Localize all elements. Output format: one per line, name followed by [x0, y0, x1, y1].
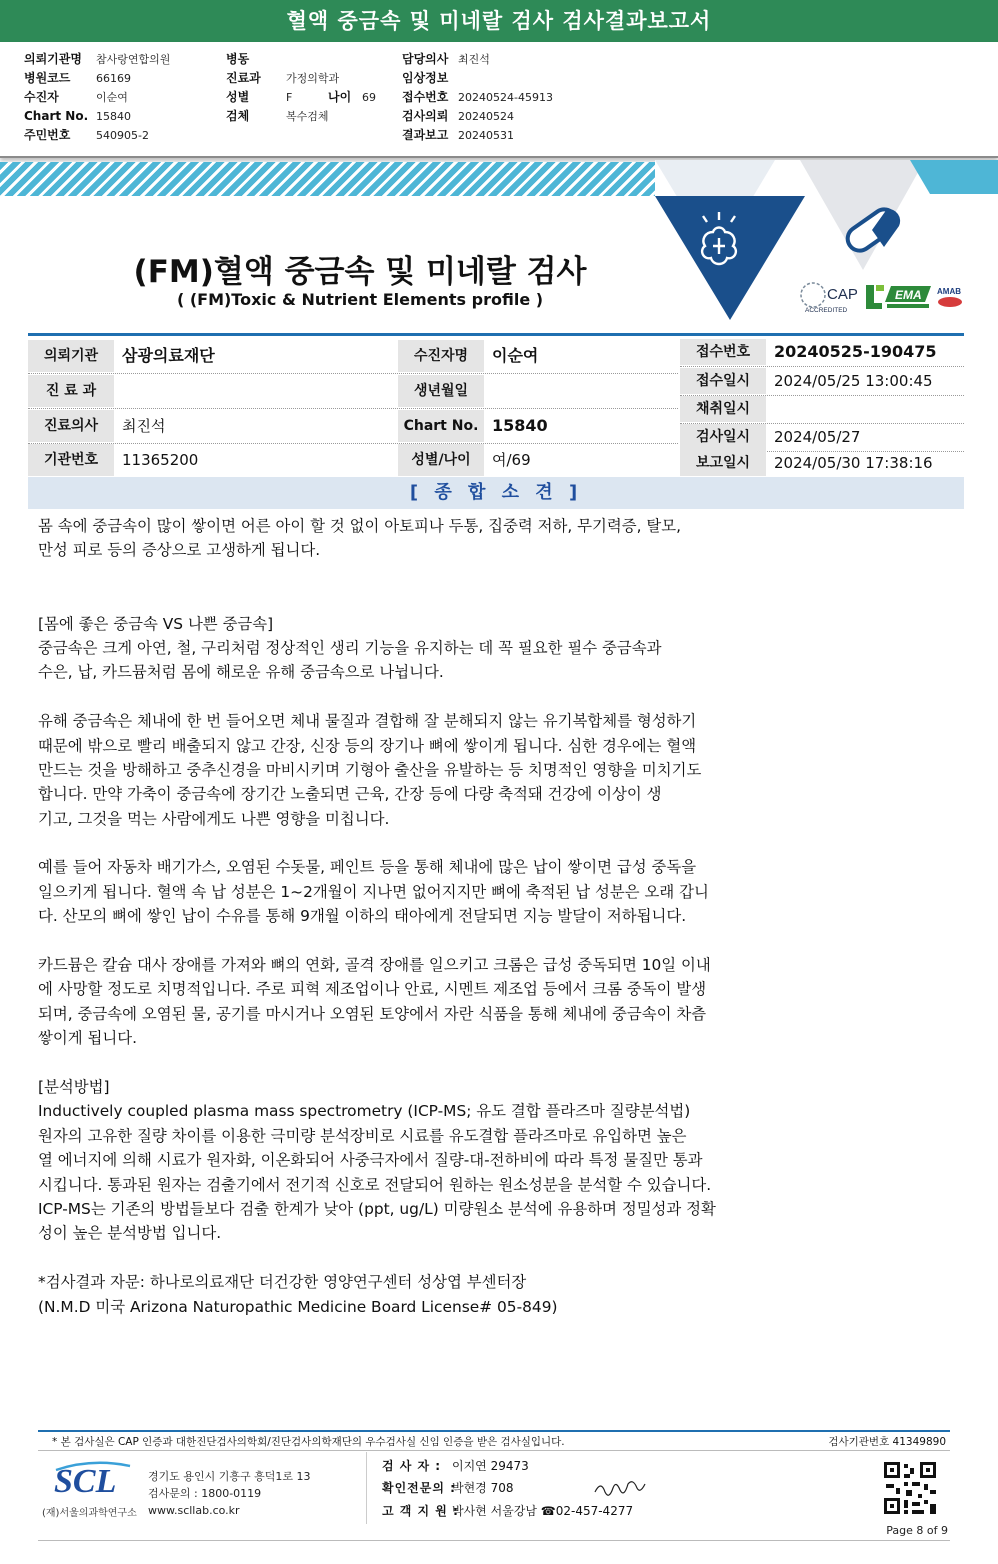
summary-line: 되며, 중금속에 오염된 물, 공기를 마시거나 오염된 토양에서 자란 식품을 통해 체내에 중금속이 차츰	[38, 1004, 707, 1023]
blank-line	[38, 563, 778, 587]
page-number: Page 8 of 9	[886, 1524, 948, 1537]
summary-line: [분석방법]	[38, 1077, 110, 1096]
blank-line	[38, 685, 778, 709]
footer-divider	[38, 1450, 950, 1451]
report-subtitle: ( (FM)Toxic & Nutrient Elements profile )	[176, 290, 544, 309]
info-label: 임상정보	[402, 71, 449, 85]
info-row	[24, 50, 170, 69]
summary-line: 합니다. 만약 가축이 중금속에 장기간 노출되면 근육, 간장 등에 다량 축적돼 건강에 이상이 생	[38, 785, 662, 804]
info-label: 수진자	[24, 90, 59, 104]
scl-institute-name: (재)서울의과학연구소	[42, 1508, 137, 1519]
info-label: 주민번호	[24, 128, 71, 142]
qr-code-icon	[882, 1460, 938, 1516]
info-row	[24, 69, 170, 88]
staff-value: 박사현 서울강남 ☎02-457-4277	[452, 1503, 634, 1518]
info-value: 복수검체	[286, 110, 329, 123]
dob-label: 생년월일	[398, 375, 484, 407]
summary-line: 쌓이게 됩니다.	[38, 1029, 137, 1048]
info-row	[402, 88, 553, 107]
ema-logo	[885, 286, 931, 308]
logo-graphics	[655, 160, 998, 325]
reception-time-value: 2024/05/25 13:00:45	[774, 372, 933, 390]
info-label: Chart No.	[24, 109, 89, 123]
staff-row	[382, 1500, 651, 1522]
doctor-label: 진료의사	[28, 410, 114, 442]
info-label: 병동	[226, 52, 250, 66]
lab-phone: 검사문의 : 1800-0119	[148, 1487, 262, 1500]
info-row	[24, 126, 170, 145]
info-row	[226, 69, 376, 88]
footer-separator	[366, 1452, 367, 1524]
summary-line: 원자의 고유한 질량 차이를 이용한 극미량 분석장비로 시료를 유도결합 플라즈마로 유입하면 높은	[38, 1126, 687, 1145]
blank-line	[38, 929, 778, 953]
amab-logo-text: AMAB	[937, 287, 961, 296]
info-row	[402, 107, 553, 126]
info-label: 결과보고	[402, 128, 449, 142]
decor-triangle-gray	[800, 160, 925, 270]
inst-no-value: 11365200	[122, 451, 199, 469]
request-info-col2	[226, 50, 376, 126]
summary-line: Inductively coupled plasma mass spectrometry (ICP-MS; 유도 결합 플라즈마 질량분석법)	[38, 1102, 691, 1121]
info-row	[402, 50, 553, 69]
info-label: 나이	[328, 90, 352, 104]
blank-line	[38, 1246, 778, 1270]
staff-label: 검 사 자 :	[382, 1459, 442, 1473]
signature-image	[591, 1478, 651, 1500]
cap-logo-subtext: ACCREDITED	[805, 307, 848, 314]
lm-certification-logo	[866, 285, 884, 309]
collection-label: 채취일시	[680, 396, 766, 422]
summary-line: 때문에 밖으로 빨리 배출되지 않고 간장, 신장 등의 장기나 뼈에 쌓이게 됩니다. 심한 경우에는 혈액	[38, 736, 697, 755]
chart-no-value: 15840	[492, 416, 548, 435]
logo-panel	[655, 160, 998, 325]
institution-label: 의뢰기관	[28, 340, 114, 372]
info-label: 담당의사	[402, 52, 449, 66]
row-divider	[28, 373, 678, 374]
request-info-panel	[0, 42, 998, 158]
blank-line	[38, 587, 778, 611]
dept-label: 진 료 과	[28, 375, 114, 407]
summary-line: 만성 피로 등의 증상으로 고생하게 됩니다.	[38, 541, 321, 560]
summary-line: 몸 속에 중금속이 많이 쌓이면 어른 아이 할 것 없이 아토피나 두통, 집중력 저하, 무기력증, 탈모,	[38, 517, 682, 535]
scl-logo-text: SCL	[54, 1463, 117, 1500]
blank-line	[38, 831, 778, 855]
summary-line: 열 에너지에 의해 시료가 원자화, 이온화되어 사중극자에서 질량-대-전하비에 따라 특정 물질만 통과	[38, 1151, 703, 1170]
info-row	[402, 126, 553, 145]
staff-label: 확인전문의 :	[382, 1481, 456, 1495]
blank-line	[38, 1051, 778, 1075]
patient-info-table	[28, 333, 964, 473]
doctor-value: 최진석	[122, 417, 166, 435]
scl-logo	[52, 1456, 132, 1502]
info-row	[226, 107, 376, 126]
name-label: 수진자명	[398, 340, 484, 372]
staff-value: 박현경 708	[452, 1481, 514, 1495]
sex-age-value: 여/69	[492, 451, 531, 469]
summary-line: ICP-MS는 기존의 방법들보다 검출 한계가 낮아 (ppt, ug/L) 미량원소 분석에 유용하며 정밀성과 정확	[38, 1199, 716, 1218]
lab-registration-number: 검사기관번호 41349890	[828, 1436, 946, 1448]
lab-address: 경기도 용인시 기흥구 흥덕1로 13	[148, 1470, 311, 1483]
summary-line: 카드뮴은 칼슘 대사 장애를 가져와 뼈의 연화, 골격 장애를 일으키고 크롬은 급성 중독되면 10일 이내	[38, 956, 711, 975]
chart-no-label: Chart No.	[398, 410, 484, 442]
institution-value: 삼광의료재단	[122, 346, 215, 365]
info-label: 접수번호	[402, 90, 449, 104]
report-banner-title: 혈액 중금속 및 미네랄 검사 검사결과보고서	[0, 0, 998, 42]
staff-label: 고 객 지 원 :	[382, 1503, 459, 1518]
summary-line: [몸에 좋은 중금속 VS 나쁜 중금속]	[38, 614, 274, 633]
lab-website[interactable]: www.scllab.co.kr	[148, 1504, 240, 1517]
summary-line: 기고, 그것을 먹는 사람에게도 나쁜 영향을 미칩니다.	[38, 809, 390, 828]
summary-line: 일으키게 됩니다. 혈액 속 납 성분은 1~2개월이 지나면 없어지지만 뼈에 축적된 납 성분은 오래 갑니	[38, 882, 709, 901]
summary-line: 다. 산모의 뼈에 쌓인 납이 수유를 통해 9개월 이하의 태아에게 전달되면 지능 발달이 저하됩니다.	[38, 907, 687, 926]
row-divider	[680, 366, 964, 367]
amab-logo	[937, 287, 962, 307]
footer-divider	[38, 1540, 950, 1541]
summary-line: 에 사망할 정도로 치명적입니다. 주로 피혁 제조업이나 안료, 시멘트 제조업 등에서 크롬 중독이 발생	[38, 980, 707, 999]
info-row	[226, 50, 376, 69]
info-value: 69	[362, 91, 376, 104]
info-value: 가정의학과	[286, 72, 340, 85]
info-row	[24, 88, 170, 107]
info-value: 최진석	[458, 53, 490, 66]
summary-line: 수은, 납, 카드뮴처럼 몸에 해로운 유해 중금속으로 나뉩니다.	[38, 663, 444, 682]
info-value: 이순여	[96, 91, 128, 104]
info-value: 66169	[96, 72, 131, 85]
info-label: 성별	[226, 90, 250, 104]
info-value: F	[286, 91, 293, 104]
name-value: 이순여	[492, 346, 539, 365]
info-label: 검사의뢰	[402, 109, 449, 123]
info-label: 검체	[226, 109, 250, 123]
request-info-col3	[402, 50, 553, 145]
reception-no-value: 20240525-190475	[774, 342, 937, 361]
info-value: 20240524-45913	[458, 91, 553, 104]
info-value: 540905-2	[96, 129, 149, 142]
summary-line: 시킵니다. 통과된 원자는 검출기에서 전기적 신호로 전달되어 원하는 원소성분을 분석할 수 있습니다.	[38, 1175, 712, 1194]
staff-row	[382, 1455, 651, 1477]
summary-line: *검사결과 자문: 하나로의료재단 더건강한 영양연구센터 성상엽 부센터장	[38, 1273, 527, 1292]
cap-accredited-logo	[801, 283, 858, 314]
staff-row	[382, 1477, 651, 1500]
info-row	[402, 69, 553, 88]
report-title: (FM)혈액 중금속 및 미네랄 검사	[133, 254, 587, 290]
info-value: 20240524	[458, 110, 514, 123]
summary-body	[38, 514, 778, 1319]
test-date-label: 검사일시	[680, 424, 766, 450]
dob-value	[486, 375, 676, 407]
reception-no-label: 접수번호	[680, 339, 766, 365]
decor-triangle-teal	[910, 160, 998, 194]
collection-value	[768, 396, 964, 422]
test-date-value: 2024/05/27	[774, 428, 861, 446]
inst-no-label: 기관번호	[28, 444, 114, 476]
footer-divider	[38, 1430, 950, 1432]
row-divider	[28, 408, 678, 409]
info-label: 진료과	[226, 71, 261, 85]
info-value: 15840	[96, 110, 131, 123]
lab-contact-block	[148, 1468, 311, 1519]
summary-line: 예를 들어 자동차 배기가스, 오염된 수돗물, 페인트 등을 통해 체내에 많은 납이 쌓이면 급성 중독을	[38, 858, 697, 877]
summary-line: 만드는 것을 방해하고 중추신경을 마비시키며 기형아 출산을 유발하는 등 치명적인 영향을 미치기도	[38, 760, 702, 779]
dept-value	[116, 375, 396, 407]
reception-time-label: 접수일시	[680, 368, 766, 394]
info-value: 참사랑연합의원	[96, 53, 171, 66]
sex-age-label: 성별/나이	[398, 444, 484, 476]
info-value: 20240531	[458, 129, 514, 142]
staff-block	[382, 1455, 651, 1522]
summary-line: 중금속은 크게 아연, 철, 구리처럼 정상적인 생리 기능을 유지하는 데 꼭 필요한 필수 중금속과	[38, 638, 662, 657]
certification-note: * 본 검사실은 CAP 인증과 대한진단검사의학회/진단검사의학재단의 우수검사실 신임 인증을 받은 검사실입니다.	[52, 1436, 565, 1448]
summary-line: 성이 높은 분석방법 입니다.	[38, 1224, 222, 1243]
info-label: 의뢰기관명	[24, 52, 82, 66]
info-label: 병원코드	[24, 71, 71, 85]
staff-value: 이지연 29473	[452, 1459, 529, 1473]
ema-logo-text: EMA	[895, 288, 922, 302]
info-row	[226, 88, 376, 107]
summary-line: 유해 중금속은 체내에 한 번 들어오면 체내 물질과 결합해 잘 분해되지 않는 유기복합체를 형성하기	[38, 712, 697, 731]
report-date-value: 2024/05/30 17:38:16	[774, 454, 933, 472]
summary-line: (N.M.D 미국 Arizona Naturopathic Medicine Board License# 05-849)	[38, 1297, 558, 1316]
info-row	[24, 107, 170, 126]
report-date-label: 보고일시	[680, 450, 766, 476]
request-info-col1	[24, 50, 170, 145]
cap-logo-text: CAP	[827, 286, 858, 303]
summary-heading: [ 종 합 소 견 ]	[28, 477, 964, 509]
